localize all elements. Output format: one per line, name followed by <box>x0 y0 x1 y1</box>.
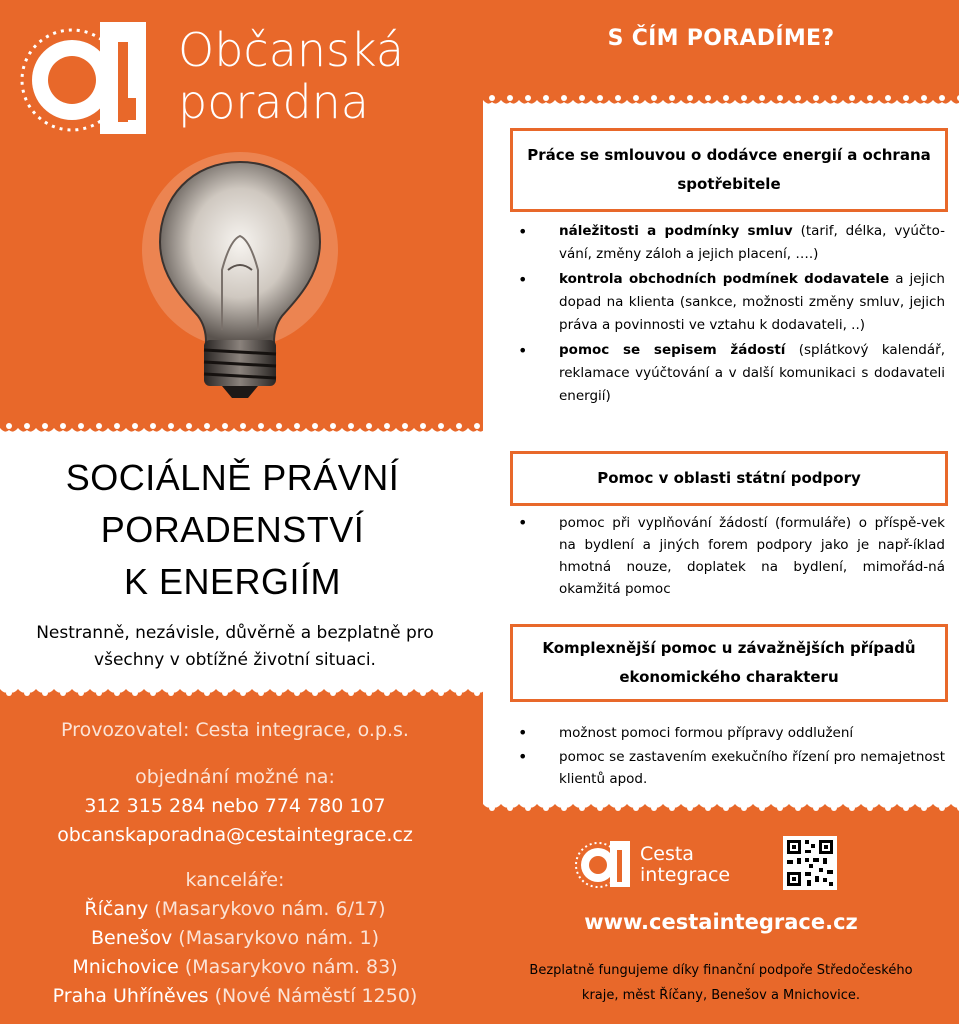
subtitle-line1: Nestranně, nezávisle, důvěrně a bezplatně pro <box>36 623 434 643</box>
cesta-integrace-logo-icon <box>574 838 634 890</box>
list-item-text: (splátkový kalendář, reklamace vyúčtování a v další komunikaci s dodavateli energií) <box>559 342 945 404</box>
section3-title-box <box>510 624 948 702</box>
section1-title-box <box>510 128 948 212</box>
list-item <box>510 268 945 337</box>
brand-name <box>640 844 730 886</box>
list-item <box>510 339 945 408</box>
zigzag-border-top-left <box>0 418 483 444</box>
title-line2: PORADENSTVÍ <box>100 509 365 550</box>
office-item <box>0 982 470 1011</box>
office-city: Mnichovice <box>72 956 179 978</box>
office-address: (Nové Náměstí 1250) <box>214 985 418 1007</box>
light-bulb-illustration <box>140 150 340 400</box>
offices-label: kanceláře: <box>185 869 285 891</box>
logo-title-line2: poradna <box>178 75 369 129</box>
list-item-text: pomoc se zastavením exekučního řízení pro nemajetnost klientů apod. <box>559 749 945 787</box>
office-city: Benešov <box>91 927 173 949</box>
office-address: (Masarykovo nám. 6/17) <box>154 898 386 920</box>
footer-note <box>483 958 959 1008</box>
subtitle-line2: všechny v obtížné životní situaci. <box>94 650 376 670</box>
office-address: (Masarykovo nám. 1) <box>178 927 379 949</box>
list-item-bold: kontrola obchodních podmínek dodavatele <box>559 271 890 287</box>
list-item-text: (tarif, délka, vyúčto-vání, změny záloh a jejich placení, ….) <box>559 223 945 262</box>
title-line3: K ENERGIÍM <box>123 561 342 602</box>
section2-title-box <box>510 451 948 506</box>
email-link[interactable]: obcanskaporadna@cestaintegrace.cz <box>57 824 413 846</box>
list-item <box>510 722 945 744</box>
subtitle <box>0 620 470 674</box>
office-city: Praha Uhříněves <box>52 985 209 1007</box>
office-item <box>0 924 470 953</box>
office-item <box>0 895 470 924</box>
logo-emblem-icon <box>14 18 164 138</box>
section1-list <box>510 220 945 410</box>
website-link[interactable]: www.cestaintegrace.cz <box>584 910 858 934</box>
section3-title: Komplexnější pomoc u závažnějších případů ekonomického charakteru <box>542 639 916 686</box>
booking-label: objednání možné na: <box>135 766 335 788</box>
zigzag-border-bottom-right <box>483 792 959 818</box>
office-item <box>0 953 470 982</box>
logo-title-line1: Občanská <box>178 23 405 77</box>
brand-line1: Cesta <box>640 843 694 865</box>
footer-line1: Bezplatně fungujeme díky finanční podpoře Středočeského <box>529 963 913 978</box>
qr-code-icon[interactable] <box>783 836 837 890</box>
main-title <box>0 452 465 608</box>
operator-text: Provozovatel: Cesta integrace, o.p.s. <box>61 719 409 741</box>
zigzag-border-top-right <box>483 90 959 116</box>
contact-block <box>0 716 470 1011</box>
title-line1: SOCIÁLNĚ PRÁVNÍ <box>65 457 400 498</box>
footer-line2: kraje, měst Říčany, Benešov a Mnichovice. <box>581 988 861 1003</box>
section1-title: Práce se smlouvou o dodávce energií a ochrana spotřebitele <box>527 146 931 193</box>
list-item-text: a jejich dopad na klienta (sankce, možnosti změny smluv, jejich práva a povinnosti ve vztahu k dodavateli, ..) <box>559 271 945 333</box>
list-item-bold: pomoc se sepisem žádostí <box>559 342 786 358</box>
right-heading: S ČÍM PORADÍME? <box>607 26 835 51</box>
list-item <box>510 512 945 600</box>
office-address: (Masarykovo nám. 83) <box>184 956 398 978</box>
list-item-text: pomoc při vyplňování žádostí (formuláře) o příspě-vek na bydlení a jiných forem podpory jako je např-íklad hmotná nouze, doplatek na bydlení, mimořád-ná okamžitá pomoc <box>559 515 945 597</box>
phone-numbers[interactable]: 312 315 284 nebo 774 780 107 <box>84 795 386 817</box>
list-item-text: možnost pomoci formou přípravy oddlužení <box>559 725 854 741</box>
list-item <box>510 746 945 790</box>
office-city: Říčany <box>84 898 149 920</box>
brand-line2: integrace <box>640 864 731 886</box>
list-item-bold: náležitosti a podmínky smluv <box>559 223 793 239</box>
section3-list <box>510 722 945 792</box>
zigzag-border-bottom-left <box>0 677 483 703</box>
list-item <box>510 220 945 266</box>
section2-list <box>510 512 945 602</box>
section2-title: Pomoc v oblasti státní podpory <box>597 469 861 487</box>
